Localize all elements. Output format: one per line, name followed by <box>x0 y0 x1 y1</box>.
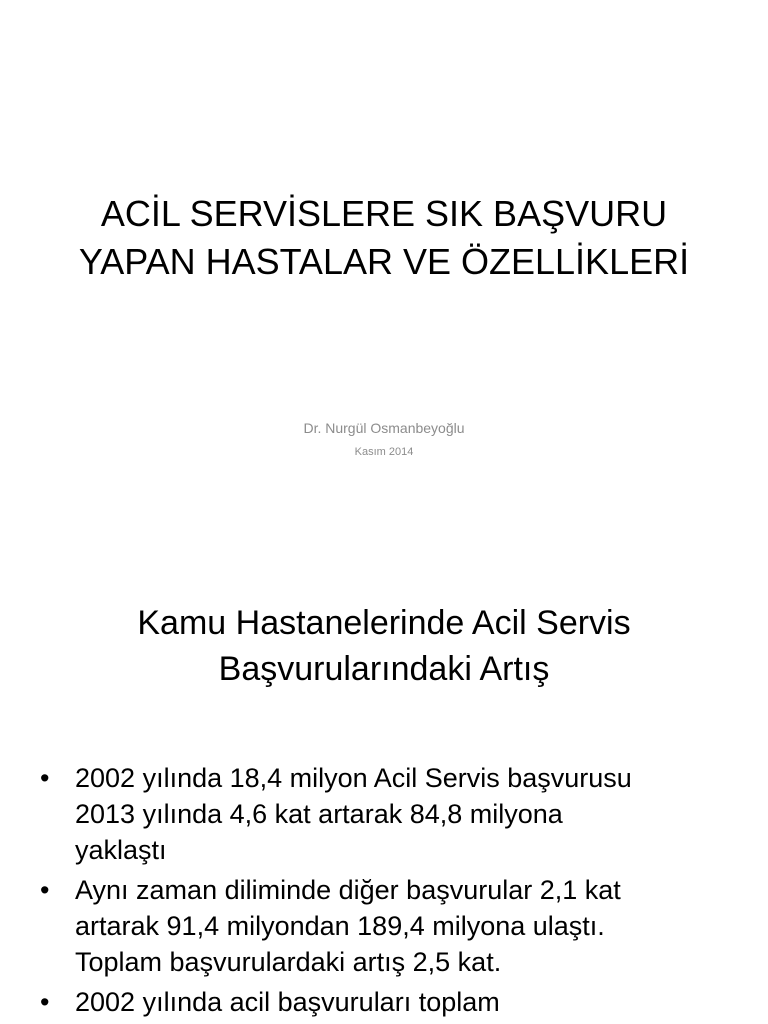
bullet-icon: • <box>40 763 50 793</box>
author-name: Dr. Nurgül Osmanbeyoğlu <box>303 420 465 436</box>
bullet-icon: • <box>40 987 50 1017</box>
bullet-list <box>38 760 738 1024</box>
bullet-text-line: Toplam başvurulardaki artış 2,5 kat. <box>75 947 502 977</box>
bullet-icon: • <box>40 875 50 905</box>
bullet-item <box>38 984 738 1020</box>
bullet-text-line: yaklaştı <box>75 835 167 865</box>
bullet-text-line: 2002 yılında 18,4 milyon Acil Servis başvurusu <box>75 763 632 793</box>
slide-title-line-2: Başvurularındaki Artış <box>218 650 550 688</box>
slide-title <box>40 600 728 692</box>
presentation-title <box>40 190 728 286</box>
title-line-2: YAPAN HASTALAR VE ÖZELLİKLERİ <box>78 241 690 282</box>
title-line-1: ACİL SERVİSLERE SIK BAŞVURU <box>100 193 668 234</box>
bullet-text-line: 2013 yılında 4,6 kat artarak 84,8 milyona <box>75 799 563 829</box>
bullet-text-line: 2002 yılında acil başvuruları toplam <box>75 987 500 1017</box>
presentation-date: Kasım 2014 <box>354 446 414 458</box>
content-slide <box>0 576 768 1024</box>
slide-title-line-1: Kamu Hastanelerinde Acil Servis <box>137 604 631 642</box>
bullet-text-line: Aynı zaman diliminde diğer başvurular 2,1 kat <box>75 875 621 905</box>
bullet-item <box>38 872 738 980</box>
bullet-text-line: artarak 91,4 milyondan 189,4 milyona ulaştı. <box>75 911 605 941</box>
bullet-item <box>38 760 738 868</box>
